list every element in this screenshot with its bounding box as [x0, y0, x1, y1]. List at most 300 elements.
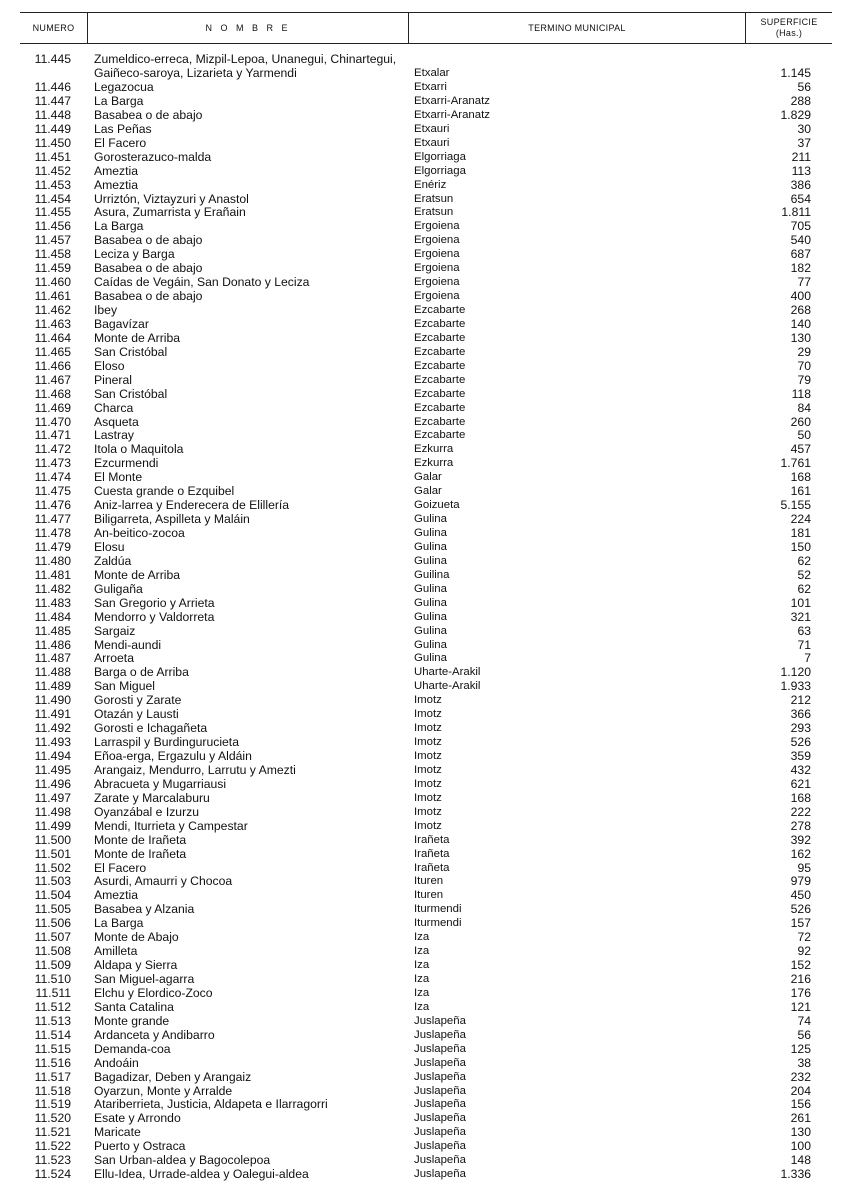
table-row — [0, 219, 849, 233]
row-superficie: 168 — [790, 790, 811, 805]
row-nombre — [94, 331, 414, 345]
row-termino: Juslapeña — [414, 1084, 466, 1097]
table-row — [0, 526, 849, 540]
row-termino: Etxarri-Aranatz — [414, 94, 490, 107]
row-nombre-line: Abracueta y Mugarriausi — [94, 776, 227, 791]
table-row — [0, 972, 849, 986]
row-nombre-line: Guligaña — [94, 581, 143, 596]
row-superficie: 92 — [797, 944, 811, 959]
table-row — [0, 164, 849, 178]
row-termino: Imotz — [414, 777, 442, 790]
table-row — [0, 428, 849, 442]
row-nombre-line: Monte de Arriba — [94, 567, 181, 582]
table-row — [0, 52, 849, 80]
row-nombre-line: Atariberrieta, Justicia, Aldapeta e Ilarragorri — [94, 1097, 328, 1112]
row-superficie: 71 — [797, 637, 811, 652]
row-nombre — [94, 150, 414, 164]
row-termino: Iza — [414, 931, 430, 944]
row-numero: 11.470 — [34, 414, 71, 429]
row-numero: 11.502 — [34, 860, 71, 875]
table-row — [0, 331, 849, 345]
table-row — [0, 735, 849, 749]
row-nombre-line: San Urban-aldea y Bagocolepoa — [94, 1153, 271, 1168]
row-nombre — [94, 833, 414, 847]
row-termino: Iza — [414, 1000, 430, 1013]
row-nombre-line: Arroeta — [94, 651, 134, 666]
row-nombre-line: Biligarreta, Aspilleta y Maláin — [94, 512, 250, 527]
row-nombre-line: Ezcurmendi — [94, 456, 159, 471]
row-nombre-line: Zaldúa — [94, 553, 132, 568]
table-row — [0, 638, 849, 652]
row-nombre-line: Sargaiz — [94, 623, 136, 638]
row-termino: Ezcabarte — [414, 429, 466, 442]
table-row — [0, 94, 849, 108]
row-nombre — [94, 108, 414, 122]
row-nombre-line: Zumeldico-erreca, Mizpil-Lepoa, Unanegui, Chinartegui, — [94, 52, 397, 66]
row-nombre-line: Asura, Zumarrista y Erañain — [94, 205, 246, 220]
row-nombre — [94, 568, 414, 582]
table-row — [0, 763, 849, 777]
row-nombre — [94, 1125, 414, 1139]
row-nombre — [94, 749, 414, 763]
row-numero: 11.488 — [34, 665, 71, 680]
row-numero: 11.456 — [34, 219, 71, 234]
row-superficie: 37 — [797, 135, 811, 150]
row-superficie: 70 — [797, 358, 811, 373]
row-termino: Iturmendi — [414, 903, 462, 916]
table-row — [0, 233, 849, 247]
row-nombre-line: Gaiñeco-saroya, Lizarieta y Yarmendi — [94, 66, 297, 80]
row-termino: Etxalar — [414, 67, 450, 79]
row-numero: 11.500 — [34, 832, 71, 847]
row-numero: 11.479 — [34, 539, 71, 554]
row-numero: 11.508 — [34, 944, 71, 959]
row-nombre — [94, 205, 414, 219]
row-numero: 11.513 — [34, 1013, 71, 1028]
table-row — [0, 930, 849, 944]
table-row — [0, 289, 849, 303]
row-nombre — [94, 247, 414, 261]
table-row — [0, 1028, 849, 1042]
row-superficie: 979 — [790, 874, 811, 889]
row-nombre-line: Basabea o de abajo — [94, 289, 203, 304]
row-nombre-line: San Cristóbal — [94, 344, 168, 359]
row-superficie: 1.761 — [780, 456, 811, 471]
row-nombre-line: Cuesta grande o Ezquibel — [94, 484, 235, 499]
row-termino: Juslapeña — [414, 1154, 466, 1167]
table-row — [0, 861, 849, 875]
row-nombre-line: Basabea o de abajo — [94, 107, 203, 122]
header-nombre: N O M B R E — [205, 23, 291, 33]
row-termino: Juslapeña — [414, 1028, 466, 1041]
table-header — [20, 12, 832, 44]
row-nombre — [94, 94, 414, 108]
row-nombre — [94, 791, 414, 805]
row-superficie: 392 — [790, 832, 811, 847]
row-termino: Gulina — [414, 638, 447, 651]
row-nombre — [94, 554, 414, 568]
row-nombre — [94, 707, 414, 721]
row-superficie: 366 — [790, 707, 811, 722]
row-nombre-line: Zarate y Marcalaburu — [94, 790, 210, 805]
row-termino: Ergoiena — [414, 276, 460, 289]
row-nombre-line: Ameztia — [94, 888, 139, 903]
row-nombre — [94, 888, 414, 902]
row-numero: 11.501 — [34, 846, 71, 861]
row-superficie: 62 — [797, 581, 811, 596]
table-row — [0, 986, 849, 1000]
row-numero: 11.493 — [34, 735, 71, 750]
row-nombre — [94, 122, 414, 136]
row-superficie: 432 — [790, 762, 811, 777]
row-numero: 11.452 — [34, 163, 71, 178]
table-row — [0, 1056, 849, 1070]
table-row — [0, 749, 849, 763]
table-row — [0, 1014, 849, 1028]
row-nombre — [94, 1139, 414, 1153]
row-superficie: 400 — [790, 289, 811, 304]
row-numero: 11.515 — [34, 1041, 71, 1056]
row-numero: 11.480 — [34, 553, 71, 568]
row-termino: Ergoiena — [414, 248, 460, 261]
table-row — [0, 874, 849, 888]
row-termino: Iturmendi — [414, 917, 462, 930]
table-body — [0, 52, 849, 1181]
row-superficie: 224 — [790, 512, 811, 527]
row-nombre — [94, 624, 414, 638]
row-numero: 11.512 — [34, 999, 71, 1014]
row-nombre-line: Asqueta — [94, 414, 139, 429]
row-nombre-line: Urriztón, Viztayzuri y Anastol — [94, 191, 249, 206]
row-termino: Juslapeña — [414, 1070, 466, 1083]
header-superficie-unit: (Has.) — [775, 28, 803, 38]
row-nombre — [94, 972, 414, 986]
table-row — [0, 665, 849, 679]
table-row — [0, 791, 849, 805]
row-superficie: 74 — [797, 1013, 811, 1028]
row-nombre-line: El Monte — [94, 470, 143, 485]
row-nombre — [94, 679, 414, 693]
row-numero: 11.447 — [34, 93, 71, 108]
row-termino: Eratsun — [414, 206, 454, 219]
row-numero: 11.514 — [34, 1027, 71, 1042]
row-superficie: 212 — [790, 693, 811, 708]
row-nombre-line: El Facero — [94, 860, 147, 875]
row-numero: 11.503 — [34, 874, 71, 889]
row-nombre — [94, 540, 414, 554]
table-row — [0, 847, 849, 861]
row-nombre — [94, 52, 414, 80]
row-numero: 11.451 — [34, 149, 71, 164]
row-termino: Gulina — [414, 582, 447, 595]
table-row — [0, 1167, 849, 1181]
row-superficie: 268 — [790, 303, 811, 317]
row-nombre — [94, 847, 414, 861]
row-numero: 11.489 — [34, 679, 71, 694]
table-row — [0, 1097, 849, 1111]
row-nombre — [94, 610, 414, 624]
table-row — [0, 1111, 849, 1125]
row-termino: Juslapeña — [414, 1140, 466, 1153]
row-numero: 11.476 — [34, 498, 71, 513]
row-termino: Guilina — [414, 568, 450, 581]
table-row — [0, 944, 849, 958]
row-nombre — [94, 387, 414, 401]
row-numero: 11.461 — [34, 289, 71, 304]
row-termino: Imotz — [414, 805, 442, 818]
row-numero: 11.449 — [34, 121, 71, 136]
row-numero: 11.492 — [34, 721, 71, 736]
row-superficie: 1.933 — [780, 679, 811, 694]
row-termino: Elgorriaga — [414, 164, 466, 177]
row-superficie: 260 — [790, 414, 811, 429]
row-termino: Etxauri — [414, 122, 450, 135]
row-nombre — [94, 638, 414, 652]
row-termino: Ezcabarte — [414, 415, 466, 428]
row-termino: Gulina — [414, 652, 447, 665]
row-termino: Ezkurra — [414, 457, 454, 470]
row-nombre — [94, 1000, 414, 1014]
row-nombre — [94, 1056, 414, 1070]
row-termino: Iza — [414, 945, 430, 958]
row-nombre — [94, 861, 414, 875]
row-termino: Goizueta — [414, 499, 460, 512]
row-superficie: 56 — [797, 1027, 811, 1042]
row-superficie: 278 — [790, 818, 811, 833]
row-numero: 11.507 — [34, 930, 71, 945]
row-numero: 11.474 — [34, 470, 71, 485]
row-nombre-line: San Miguel — [94, 679, 155, 694]
row-superficie: 161 — [790, 484, 811, 499]
row-numero: 11.468 — [34, 386, 71, 401]
row-superficie: 1.120 — [780, 665, 811, 680]
table-row — [0, 261, 849, 275]
table-row — [0, 247, 849, 261]
row-termino: Juslapeña — [414, 1014, 466, 1027]
row-superficie: 526 — [790, 902, 811, 917]
row-nombre — [94, 233, 414, 247]
table-row — [0, 1139, 849, 1153]
row-numero: 11.481 — [34, 567, 71, 582]
row-numero: 11.462 — [34, 303, 71, 317]
table-row — [0, 554, 849, 568]
row-superficie: 293 — [790, 721, 811, 736]
row-nombre — [94, 930, 414, 944]
row-numero: 11.517 — [34, 1069, 71, 1084]
row-superficie: 654 — [790, 191, 811, 206]
row-superficie: 288 — [790, 93, 811, 108]
row-termino: Imotz — [414, 763, 442, 776]
row-termino: Juslapeña — [414, 1042, 466, 1055]
table-row — [0, 1000, 849, 1014]
row-nombre — [94, 693, 414, 707]
row-nombre-line: Larraspil y Burdingurucieta — [94, 735, 239, 750]
row-superficie: 321 — [790, 609, 811, 624]
row-nombre — [94, 1153, 414, 1167]
row-termino: Ezcabarte — [414, 331, 466, 344]
row-numero: 11.518 — [34, 1083, 71, 1098]
row-termino: Ezcabarte — [414, 359, 466, 372]
row-superficie: 140 — [790, 316, 811, 331]
row-numero: 11.524 — [34, 1167, 71, 1182]
table-row — [0, 693, 849, 707]
row-superficie: 1.145 — [780, 66, 811, 80]
row-termino: Imotz — [414, 736, 442, 749]
row-termino: Ituren — [414, 875, 444, 888]
row-superficie: 150 — [790, 539, 811, 554]
row-superficie: 30 — [797, 121, 811, 136]
row-termino: Iza — [414, 973, 430, 985]
row-nombre-line: Amilleta — [94, 944, 138, 959]
row-nombre-line: Ibey — [94, 303, 118, 317]
row-nombre-line: La Barga — [94, 916, 144, 931]
row-nombre-line: Ameztia — [94, 163, 139, 178]
table-row — [0, 108, 849, 122]
row-superficie: 261 — [790, 1111, 811, 1126]
row-nombre-line: Elosu — [94, 539, 125, 554]
row-nombre-line: Basabea o de abajo — [94, 261, 203, 276]
row-superficie: 50 — [797, 428, 811, 443]
row-nombre-line: Mendorro y Valdorreta — [94, 609, 215, 624]
row-superficie: 176 — [790, 985, 811, 1000]
row-numero: 11.511 — [35, 985, 71, 1000]
table-row — [0, 916, 849, 930]
row-termino: Ezcabarte — [414, 317, 466, 330]
row-nombre-line: Ellu-Idea, Urrade-aldea y Oalegui-aldea — [94, 1167, 309, 1182]
row-superficie: 457 — [790, 442, 811, 457]
row-superficie: 79 — [797, 372, 811, 387]
row-nombre-line: Esate y Arrondo — [94, 1111, 181, 1126]
table-row — [0, 582, 849, 596]
row-superficie: 1.336 — [780, 1167, 811, 1182]
row-numero: 11.522 — [34, 1139, 71, 1154]
row-termino: Uharte-Arakil — [414, 680, 481, 693]
row-nombre — [94, 136, 414, 150]
row-nombre — [94, 916, 414, 930]
row-nombre-line: Monte de Abajo — [94, 930, 179, 945]
row-nombre-line: Ameztia — [94, 177, 139, 192]
row-nombre-line: Arangaiz, Mendurro, Larrutu y Amezti — [94, 762, 296, 777]
row-nombre-line: Aniz-larrea y Enderecera de Elillería — [94, 498, 290, 513]
row-nombre-line: Leciza y Barga — [94, 247, 175, 262]
row-nombre — [94, 874, 414, 888]
row-termino: Juslapeña — [414, 1056, 466, 1069]
row-numero: 11.505 — [34, 902, 71, 917]
row-termino: Ergoiena — [414, 290, 460, 303]
table-row — [0, 80, 849, 94]
row-termino: Imotz — [414, 750, 442, 762]
row-nombre — [94, 275, 414, 289]
row-numero: 11.471 — [34, 428, 71, 443]
row-superficie: 1.811 — [781, 205, 811, 220]
row-numero: 11.521 — [34, 1125, 71, 1140]
row-numero: 11.491 — [34, 707, 71, 722]
row-superficie: 216 — [790, 972, 811, 986]
row-superficie: 95 — [797, 860, 811, 875]
row-superficie: 130 — [790, 1125, 811, 1140]
row-termino: Elgorriaga — [414, 150, 466, 163]
row-nombre-line: Ardanceta y Andibarro — [94, 1027, 215, 1042]
row-nombre-line: Itola o Maquitola — [94, 442, 184, 457]
table-row — [0, 888, 849, 902]
row-termino: Ergoiena — [414, 234, 460, 247]
table-row — [0, 470, 849, 484]
table-row — [0, 707, 849, 721]
row-nombre — [94, 1014, 414, 1028]
row-termino: Juslapeña — [414, 1112, 466, 1125]
row-nombre — [94, 261, 414, 275]
row-termino: Gulina — [414, 540, 447, 553]
row-nombre — [94, 178, 414, 192]
row-superficie: 162 — [790, 846, 811, 861]
table-row — [0, 498, 849, 512]
row-termino: Ezkurra — [414, 443, 454, 456]
row-numero: 11.475 — [34, 484, 71, 499]
row-superficie: 359 — [790, 749, 811, 763]
row-superficie: 204 — [790, 1083, 811, 1098]
row-nombre-line: El Facero — [94, 135, 147, 150]
row-nombre — [94, 1111, 414, 1125]
row-numero: 11.466 — [34, 358, 71, 373]
row-termino: Ezcabarte — [414, 304, 466, 316]
row-termino: Etxauri — [414, 136, 450, 149]
row-nombre — [94, 986, 414, 1000]
row-nombre — [94, 582, 414, 596]
row-termino: Ezcabarte — [414, 373, 466, 386]
table-row — [0, 415, 849, 429]
row-superficie: 72 — [797, 930, 811, 945]
row-superficie: 526 — [790, 735, 811, 750]
row-nombre — [94, 456, 414, 470]
row-numero: 11.464 — [34, 330, 71, 345]
row-termino: Galar — [414, 471, 442, 484]
row-nombre — [94, 428, 414, 442]
table-row — [0, 373, 849, 387]
row-numero: 11.498 — [34, 804, 71, 819]
row-numero: 11.483 — [34, 595, 71, 610]
row-superficie: 130 — [790, 330, 811, 345]
row-nombre — [94, 498, 414, 512]
row-termino: Juslapeña — [414, 1126, 466, 1139]
row-numero: 11.446 — [34, 80, 71, 94]
table-row — [0, 317, 849, 331]
row-nombre — [94, 735, 414, 749]
row-termino: Etxarri-Aranatz — [414, 108, 490, 121]
row-superficie: 62 — [797, 553, 811, 568]
table-row — [0, 345, 849, 359]
row-nombre-line: Monte de Arriba — [94, 330, 181, 345]
row-nombre-line: Bagavízar — [94, 316, 149, 331]
row-numero: 11.496 — [34, 776, 71, 791]
row-termino: Gulina — [414, 554, 447, 567]
row-nombre — [94, 373, 414, 387]
row-numero: 11.455 — [34, 205, 71, 220]
row-nombre-line: Legazocua — [94, 80, 154, 94]
row-nombre-line: Mendi, Iturrieta y Campestar — [94, 818, 248, 833]
row-superficie: 232 — [790, 1069, 811, 1084]
row-nombre — [94, 219, 414, 233]
table-row — [0, 1042, 849, 1056]
row-nombre-line: San Cristóbal — [94, 386, 168, 401]
row-nombre — [94, 1084, 414, 1098]
row-termino: Imotz — [414, 791, 442, 804]
row-nombre — [94, 289, 414, 303]
row-superficie: 118 — [791, 386, 811, 401]
row-nombre-line: Bagadizar, Deben y Arangaiz — [94, 1069, 252, 1084]
row-superficie: 540 — [790, 233, 811, 248]
row-superficie: 222 — [790, 804, 811, 819]
row-nombre-line: Otazán y Lausti — [94, 707, 179, 722]
